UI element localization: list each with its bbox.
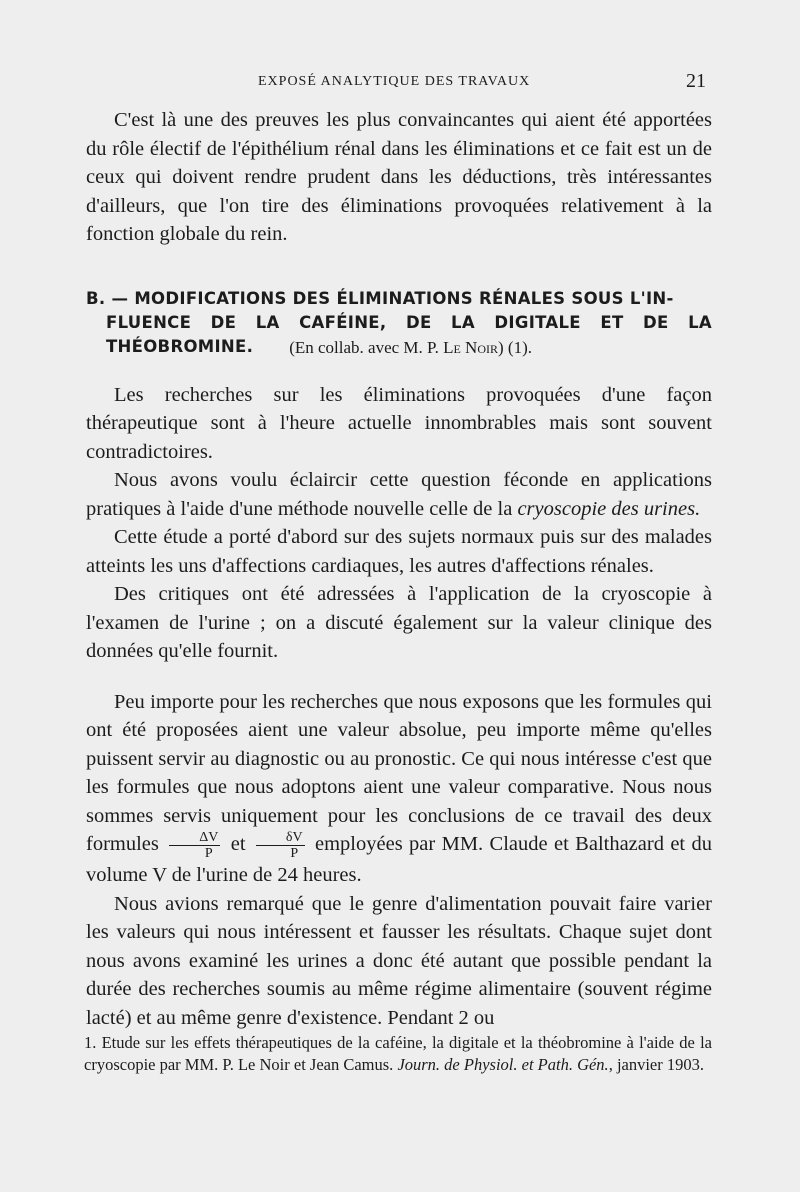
paragraph-3: Les recherches sur les éliminations provoquées d'une façon thérapeutique sont à l'heure actuelle innombrables mais sont souvent contradictoires. [86,383,712,463]
collab-prefix: (En collab. avec M. P. [289,337,439,357]
footnote-text [84,1032,712,1076]
page-body [86,106,712,1032]
paragraph-5: Cette étude a porté d'abord sur des sujets normaux puis sur des malades atteints les uns d'affections cardiaques, les autres d'affections rénales. [86,526,712,577]
paragraph-1: C'est là une des preuves les plus convaincantes qui aient été apportées du rôle électif de l'épithélium rénal dans les éliminations et ce fait est un de ceux qui doivent rendre prudent dans les déductions, très intéressantes d'ailleurs, que l'on tire des éliminations provoquées relativement à la fonction globale du rein. [86,109,712,245]
section-heading-line-2: FLUENCE DE LA CAFÉINE, DE LA DIGITALE ET DE LA THÉOBROMINE. [106,312,712,356]
paragraph-7 [86,688,712,890]
formula-1-numerator: ΔV [169,830,220,846]
page-number: 21 [686,70,706,92]
section-heading-line-1: B. — MODIFICATIONS DES ÉLIMINATIONS RÉNALES SOUS L'IN- [86,288,674,308]
footnote [84,1032,712,1076]
formula-small-delta-v-over-p [256,830,305,861]
footnote-journal: Journ. de Physiol. et Path. Gén. [397,1055,609,1074]
running-title: EXPOSÉ ANALYTIQUE DES TRAVAUX [258,74,531,89]
paragraph-6: Des critiques ont été adressées à l'application de la cryoscopie à l'examen de l'urine ; on a discuté également sur la valeur clinique des données qu'elle fournit. [86,583,712,662]
paragraph-7-start: Peu importe pour les recherches que nous exposons que les formules qui ont été proposées aient une valeur absolue, peu importe même qu'elles puissent servir au diagnostic ou au pronostic. Ce qui nous intéresse c'est que les formules que nous adoptons aient une valeur comparative. Nous nous sommes servis uniquement pour les conclusions de ce travail des deux formules [86,690,712,856]
collab-name: Le Noir [443,337,499,357]
collab-suffix: ) (1). [498,337,532,357]
paragraph-7-end: employées par MM. Claude et Balthazard et du volume V de l'urine de 24 heures. [86,833,712,886]
footnote-text-end: , janvier 1903. [608,1055,704,1074]
formula-2-numerator: δV [256,830,305,846]
paragraph-8: Nous avions remarqué que le genre d'alimentation pouvait faire varier les valeurs qui nous intéressent et fausser les résultats. Chaque sujet dont nous avons examiné les urines a donc été autant que possible pendant la durée des recherches soumis au même régime alimentaire (souvent régime lacté) et au même genre d'existence. Pendant 2 ou [86,892,712,1029]
formula-2-denominator: P [290,846,299,861]
paragraph-7-and: et [230,833,246,856]
paragraph-4-text: Nous avons voulu éclaircir cette question féconde en applications pratiques à l'aide d'une méthode nouvelle celle de la [86,469,712,520]
cryoscopie-term: cryoscopie des urines. [517,497,701,520]
formula-1-denominator: P [204,846,213,861]
paragraph-4 [86,466,712,523]
footnote-text-start: 1. Etude sur les effets thérapeutiques de la caféine, la digitale et la théobromine à l'aide de la cryoscopie par MM. P. Le Noir et Jean Camus. [84,1033,712,1074]
formula-delta-v-over-p [169,830,220,861]
